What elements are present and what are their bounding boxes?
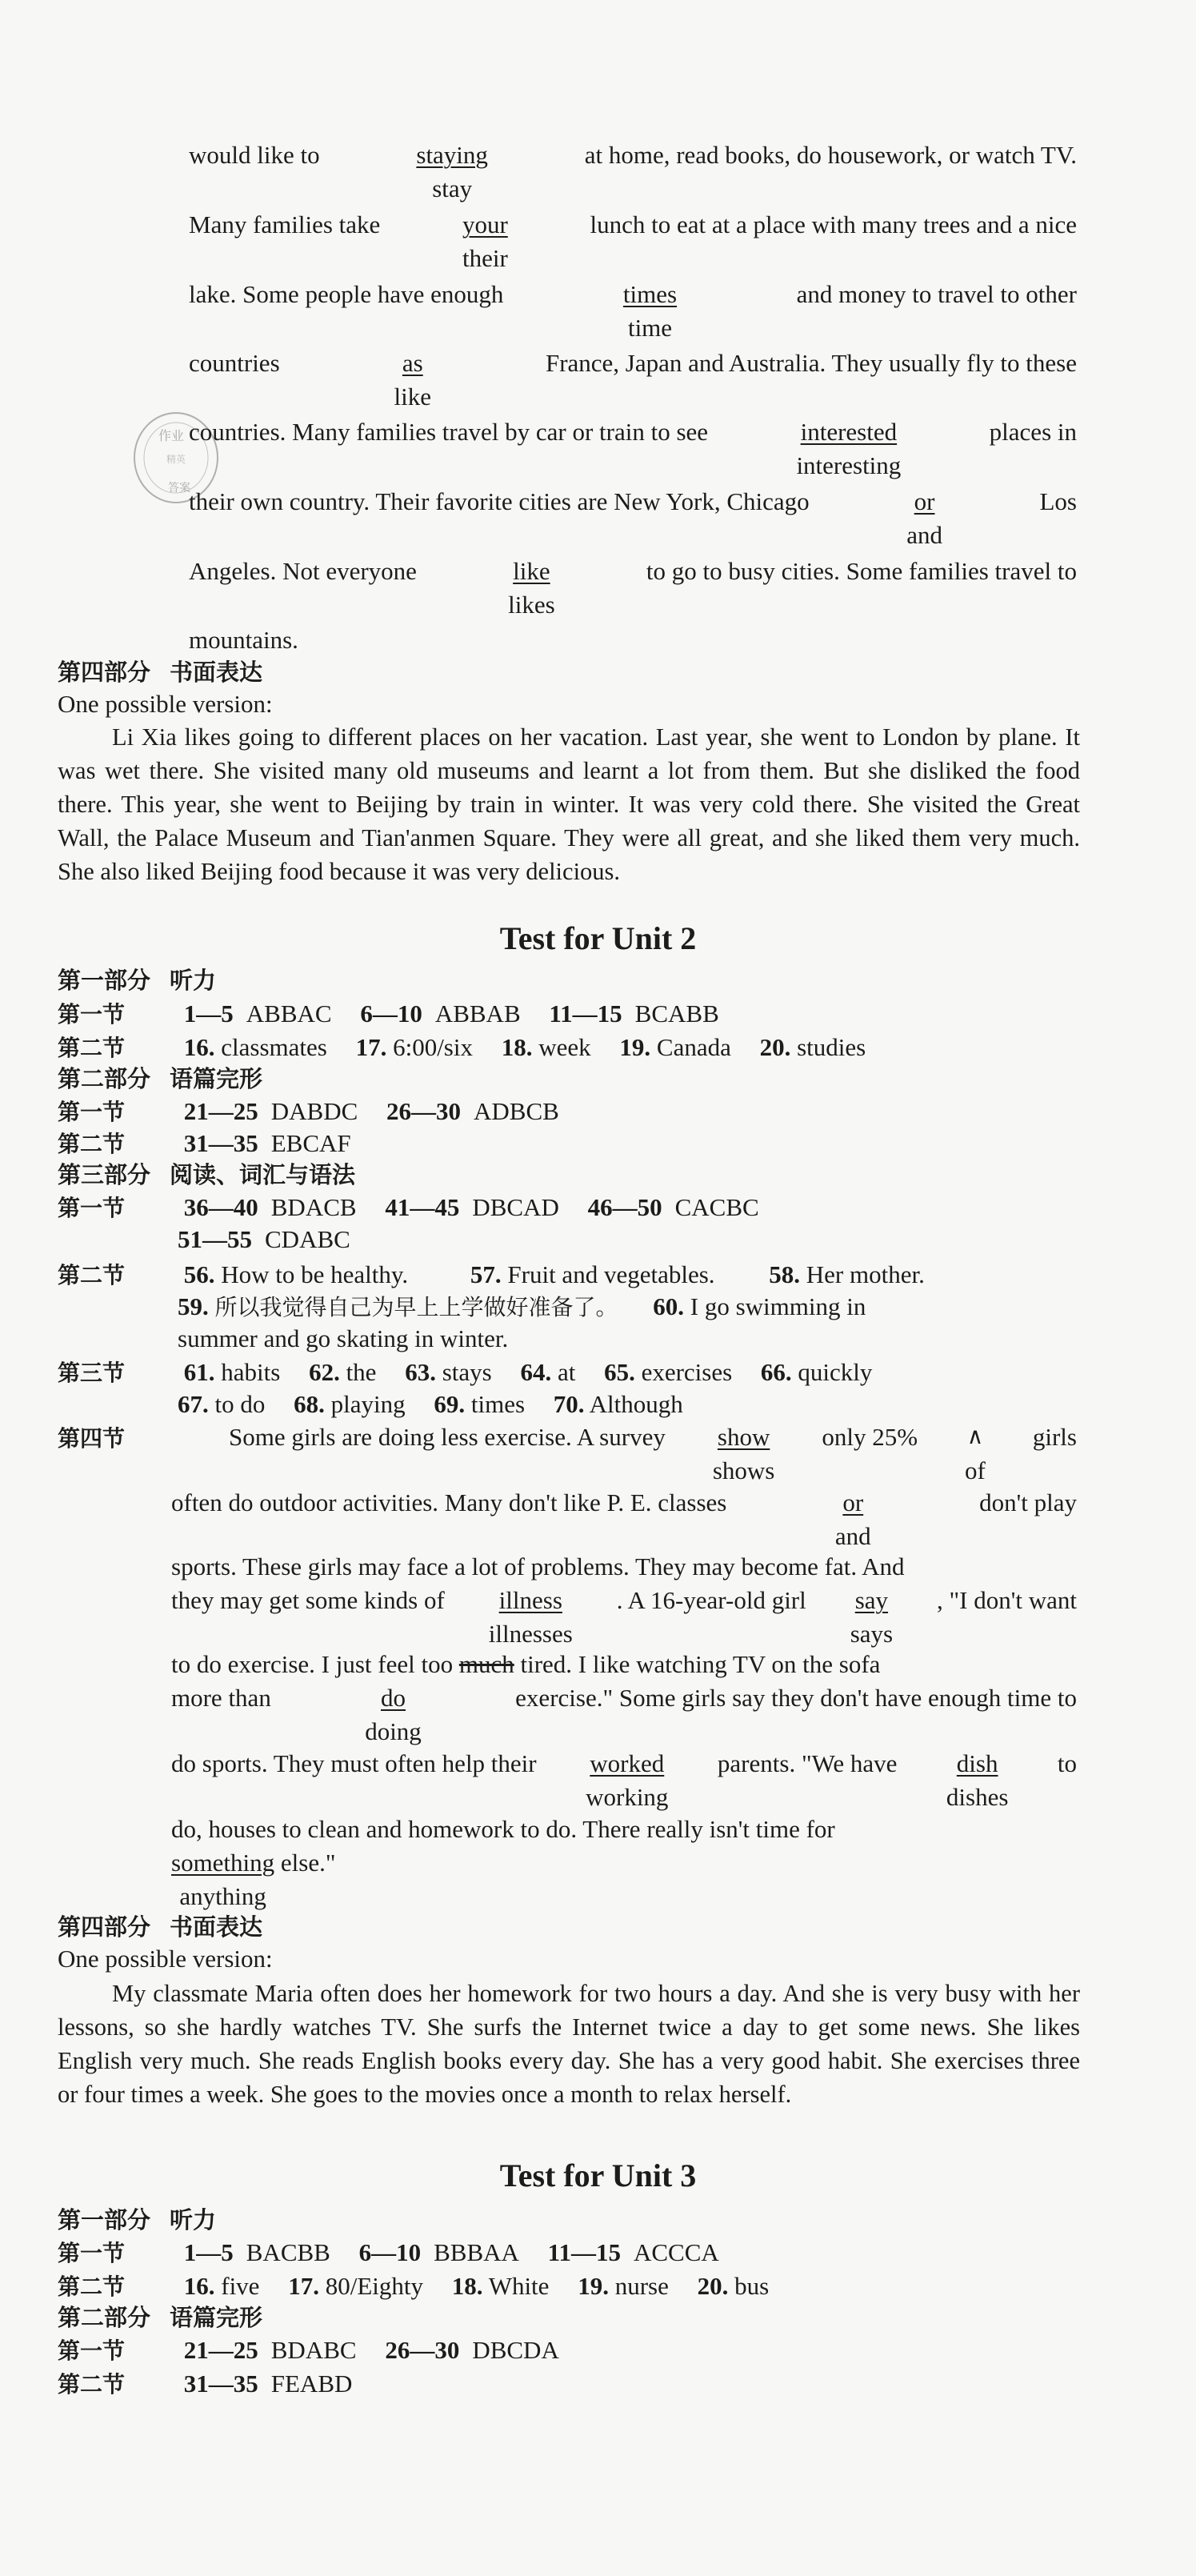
correction: say says — [850, 1586, 894, 1648]
text-line: do, houses to clean and homework to do. There really isn't time for — [171, 1815, 835, 1843]
correction: show shows — [712, 1423, 775, 1484]
essay-unit2: My classmate Maria often does her homework for two hours a day. And she is very busy with her lessons, so she hardly watches TV. She surfs the Internet twice a day to get some news. She likes English very much. She reads English books every day. She has a very good habit. She exercises three or four times a week. She goes to the movies once a month to relax herself. — [58, 1980, 1080, 2108]
correction-line: Angeles. Not everyone like likes to go to busy cities. Some families travel to — [189, 557, 1077, 619]
correction: interested interesting — [796, 418, 902, 479]
correction: staying stay — [416, 141, 488, 202]
part-heading: 第一部分 听力 — [58, 2206, 217, 2233]
correction-line: often do outdoor activities. Many don't like P. E. classes or and don't play — [171, 1488, 1077, 1550]
correction: or and — [906, 487, 942, 549]
correction: do doing — [365, 1684, 422, 1745]
answer-row: 第二节 56. How to be healthy. 57. Fruit and vegetables. 58. Her mother. — [58, 1260, 925, 1288]
answer-row: 59. 所以我觉得自己为早上上学做好准备了。 60. I go swimming in — [178, 1292, 866, 1320]
answer-row: 第三节 61. habits 62. the 63. stays 64. at 65. exercises 66. quickly — [58, 1358, 873, 1386]
passage-end: mountains. — [189, 626, 298, 654]
correction: something anything — [171, 1849, 275, 1910]
part-heading: 第二部分 语篇完形 — [58, 1065, 263, 1092]
insertion: ∧ of — [965, 1424, 986, 1484]
section-label: 第四节 — [58, 1425, 126, 1452]
answer-row: summer and go skating in winter. — [178, 1324, 509, 1352]
version-label: One possible version: — [58, 690, 273, 718]
section-heading: 第四部分 书面表达 — [58, 659, 263, 686]
answer-row: 第二节 16. five 17. 80/Eighty 18. White 19. nurse 20. bus — [58, 2272, 770, 2300]
correction-line: countries. Many families travel by car or train to see interested interesting places in — [189, 418, 1077, 479]
correction-line: Some girls are doing less exercise. A survey show shows only 25% ∧ of girls — [229, 1423, 1077, 1484]
svg-text:精英: 精英 — [166, 454, 186, 465]
correction-line: countries as like France, Japan and Australia. They usually fly to these — [189, 349, 1077, 411]
answer-row: 第一节 1—5 ABBAC 6—10 ABBAB 11—15 BCABB — [58, 1000, 719, 1028]
correction-line: their own country. Their favorite cities are New York, Chicago or and Los — [189, 487, 1077, 549]
part-heading: 第三部分 阅读、词汇与语法 — [58, 1161, 356, 1188]
correction: your their — [462, 210, 508, 272]
answer-row: 第二节 16. classmates 17. 6:00/six 18. week 19. Canada 20. studies — [58, 1033, 866, 1061]
answer-row: 第二节 31—35 EBCAF — [58, 1129, 351, 1157]
svg-text:答案: 答案 — [168, 482, 190, 495]
correction-line: they may get some kinds of illness illnesses . A 16-year-old girl say says , "I don't want — [171, 1586, 1077, 1648]
version-label: One possible version: — [58, 1945, 273, 1973]
text-line: sports. These girls may face a lot of problems. They may become fat. And — [171, 1552, 905, 1580]
answer-row: 第二节 31—35 FEABD — [58, 2370, 353, 2398]
correction: illness illnesses — [488, 1586, 573, 1648]
essay-unit1: Li Xia likes going to different places on her vacation. Last year, she went to London by plane. It was wet there. She visited many old museums and learnt a lot from them. But she disliked the food there. This year, she went to Beijing by train in winter. It was very cold there. She visited the Great Wall, the Palace Museum and Tian'anmen Square. They were all great, and she liked them very much. She also liked Beijing food because it was very delicious. — [58, 723, 1080, 885]
correction: dish dishes — [946, 1749, 1009, 1811]
correction-line: more than do doing exercise." Some girls say they don't have enough time to — [171, 1684, 1077, 1745]
correction-line: something anything else." — [171, 1849, 336, 1910]
unit3-title: Test for Unit 3 — [499, 2157, 697, 2193]
correction-line: do sports. They must often help their worked working parents. "We have dish dishes to — [171, 1749, 1077, 1811]
correction: as like — [394, 349, 432, 411]
answer-row: 第一节 36—40 BDACB 41—45 DBCAD 46—50 CACBC — [58, 1193, 759, 1221]
part-heading: 第一部分 听力 — [58, 967, 217, 994]
correction-line: lake. Some people have enough times time and money to travel to other — [189, 280, 1077, 342]
correction: worked working — [586, 1749, 669, 1811]
deleted-word: much — [458, 1650, 514, 1678]
part-heading: 第二部分 语篇完形 — [58, 2304, 263, 2331]
correction-line: to do exercise. I just feel too much tired. I like watching TV on the sofa — [171, 1650, 881, 1678]
svg-text:作业: 作业 — [158, 428, 185, 443]
correction: or and — [834, 1488, 871, 1550]
answer-row: 第一节 21—25 DABDC 26—30 ADBCB — [58, 1097, 559, 1125]
answer-row: 第一节 21—25 BDABC 26—30 DBCDA — [58, 2336, 559, 2364]
section-heading: 第四部分 书面表达 — [58, 1913, 263, 1941]
correction-line: would like to staying stay at home, read books, do housework, or watch TV. — [189, 141, 1077, 202]
correction: times time — [622, 280, 678, 342]
unit2-title: Test for Unit 2 — [499, 920, 697, 956]
correction-line: Many families take your their lunch to eat at a place with many trees and a nice — [189, 210, 1077, 272]
answer-row: 第一节 1—5 BACBB 6—10 BBBAA 11—15 ACCCA — [58, 2238, 719, 2266]
answer-row: 67. to do 68. playing 69. times 70. Although — [178, 1390, 683, 1418]
answer-row: 51—55 CDABC — [178, 1225, 350, 1253]
correction: like likes — [508, 557, 555, 619]
